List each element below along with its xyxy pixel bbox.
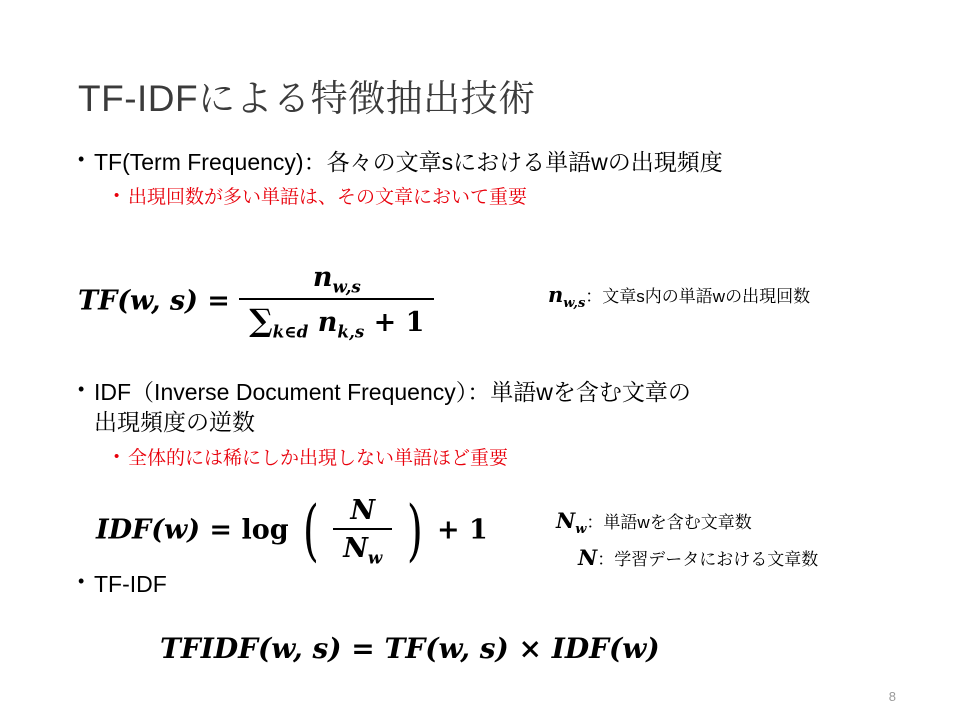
bullet-text: TF(Term Frequency)：各々の文章sにおける単語wの出現頻度 <box>94 149 723 175</box>
equation-idf-fraction <box>333 495 392 567</box>
note-text: ：単語wを含む文章数 <box>586 513 752 532</box>
bullet-marker: • <box>78 571 85 591</box>
bullet-tfidf <box>78 570 868 600</box>
note-n <box>578 545 818 570</box>
bullet-text: TF-IDF <box>94 571 167 597</box>
equation-idf-numerator: N <box>333 495 392 530</box>
left-paren: ( <box>302 492 319 570</box>
note-text: ：文章s内の単語wの出現回数 <box>585 287 811 306</box>
bullet-text: 全体的には稀にしか出現しない単語ほど重要 <box>128 448 509 469</box>
note-n-ws <box>548 282 810 311</box>
subbullet-idf-note <box>114 447 914 472</box>
bullet-idf-cont <box>94 408 884 438</box>
note-symbol: $n_{w,s}$ <box>548 282 586 312</box>
equation-tf-numerator: $n_{w,s}$ <box>239 262 434 300</box>
bullet-text: 出現頻度の逆数 <box>94 409 255 435</box>
right-paren: ) <box>406 492 423 570</box>
equation-idf-denominator: $N_w$ <box>343 533 383 568</box>
equation-tf-denominator: $\sum_{k\in d}$ $n_{k,s} + 1$ <box>249 303 425 342</box>
equation-idf-lhs: IDF(w) = <box>96 514 233 546</box>
equation-idf <box>96 492 488 570</box>
note-n-w <box>556 508 752 537</box>
bullet-text: 出現回数が多い単語は、その文章において重要 <box>128 187 528 208</box>
bullet-tf <box>78 148 918 178</box>
bullet-marker: • <box>114 187 120 204</box>
page-title: TF-IDFによる特徴抽出技術 <box>78 78 536 119</box>
page-number: 8 <box>888 689 896 704</box>
note-symbol: N <box>578 545 598 570</box>
bullet-marker: • <box>78 149 85 169</box>
equation-tf-fraction <box>239 262 434 342</box>
bullet-text: IDF（Inverse Document Frequency）：単語wを含む文章の <box>94 379 691 405</box>
bullet-marker: • <box>78 379 85 399</box>
note-symbol: $N_w$ <box>556 508 587 538</box>
subbullet-tf-note <box>114 186 914 211</box>
equation-idf-log: log <box>241 514 289 546</box>
bullet-marker: • <box>114 448 120 465</box>
note-text: ：学習データにおける文章数 <box>597 550 819 569</box>
bullet-idf <box>78 378 868 408</box>
equation-tf-lhs: TF(w, s) = <box>78 285 230 317</box>
equation-tfidf: TFIDF(w, s) = TF(w, s) × IDF(w) <box>160 632 660 665</box>
equation-idf-tail: + 1 <box>436 514 488 546</box>
equation-tf <box>78 262 434 342</box>
